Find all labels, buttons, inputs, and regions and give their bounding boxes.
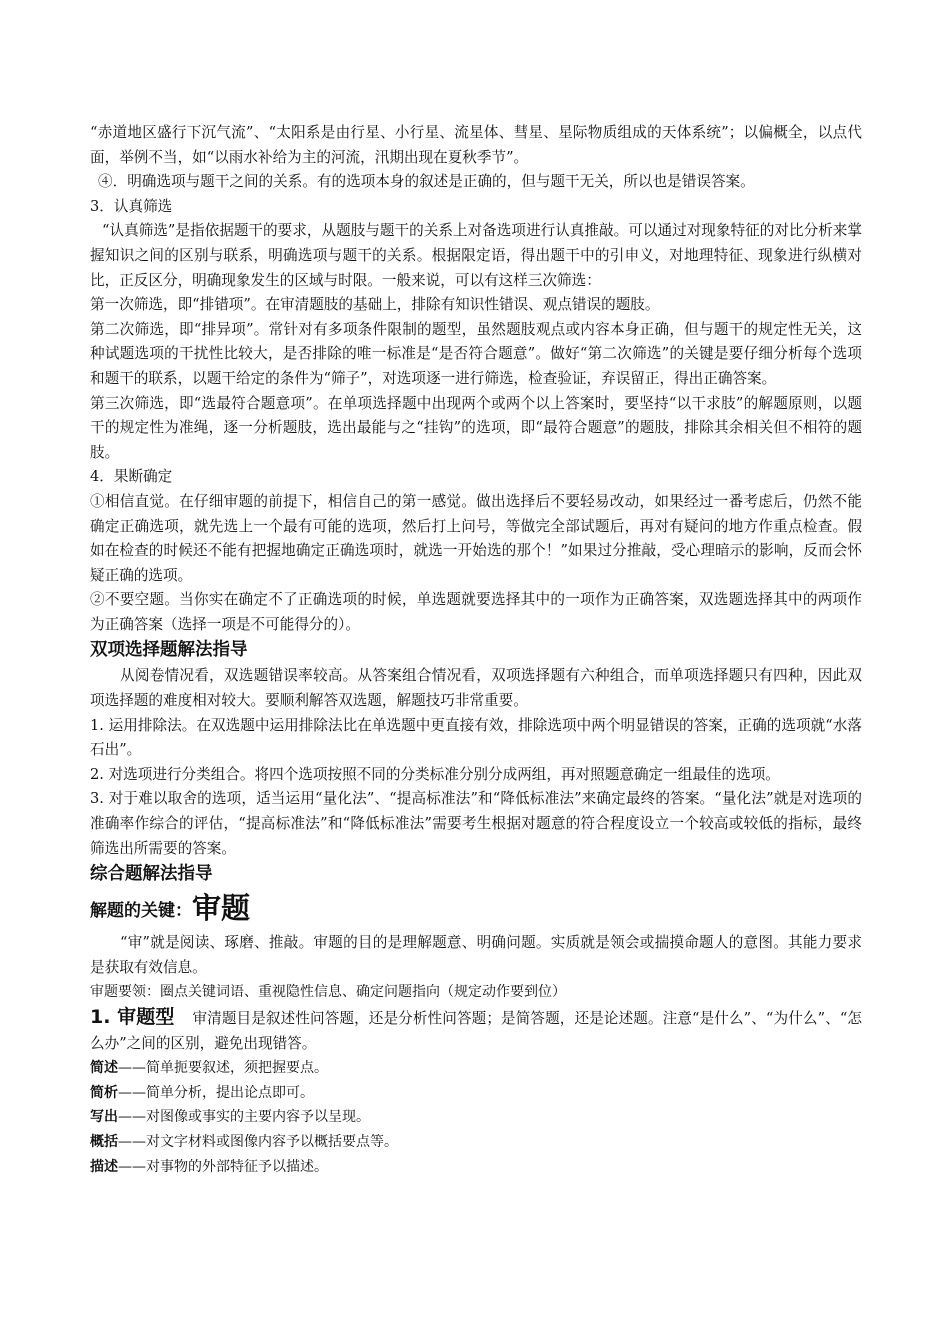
document-page — [90, 121, 862, 1179]
term-definition: ——简单扼要叙述，须把握要点。 — [118, 1060, 328, 1077]
heading-key — [90, 888, 862, 931]
paragraph-shen-intro: “审”就是阅读、琢磨、推敲。审题的目的是理解题意、明确问题。实质就是领会或揣摸命题人的意图。其能力要求是获取有效信息。 — [90, 934, 862, 976]
term-word: 描述 — [90, 1158, 118, 1175]
term-row — [90, 1155, 862, 1180]
heading-double-choice: 双项选择题解法指导 — [90, 640, 248, 661]
term-definition: ——对图像或事实的主要内容予以呈现。 — [118, 1109, 370, 1126]
term-row — [90, 1105, 862, 1130]
term-word: 写出 — [90, 1109, 118, 1126]
key-big-text: 审题 — [192, 891, 251, 926]
paragraph-question-type — [90, 1005, 862, 1056]
subheading-careful-screening: 3．认真筛选 — [90, 197, 173, 215]
question-type-text: 审清题目是叙述性问答题，还是分析性问答题；是简答题，还是论述题。注意“是什么”、“为什么”、“怎么办”之间的区别，避免出现错答。 — [90, 1010, 862, 1052]
paragraph-screening-intro: “认真筛选”是指依据题干的要求，从题肢与题干的关系上对备选项进行认真推敲。可以通过对现象特征的对比分析来掌握知识之间的区别与联系，明确选项与题干的关系。根据限定语，得出题干中的引申义，对地理特征、现象进行纵横对比，正反区分，明确现象发生的区域与时限。一般来说，可以有这样三次筛选： — [90, 222, 862, 289]
paragraph-trust-intuition: ①相信直觉。在仔细审题的前提下，相信自己的第一感觉。做出选择后不要轻易改动，如果经过一番考虑后，仍然不能确定正确选项，就先选上一个最有可能的选项，然后打上问号，等做完全部试题后，再对有疑问的地方作重点检查。假如在检查的时候还不能有把握地确定正确选项时，就选一开始选的那个！”如果过分推敲，受心理暗示的影响，反而会怀疑正确的选项。 — [90, 492, 862, 584]
term-row — [90, 1056, 862, 1081]
list-item-elimination: 1. 运用排除法。在双选题中运用排除法比在单选题中更直接有效，排除选项中两个明显错误的答案，正确的选项就“水落石出”。 — [90, 716, 862, 759]
term-word: 简析 — [90, 1084, 118, 1101]
question-type-label: 1. 审题型 — [90, 1006, 175, 1028]
key-label: 解题的关键： — [90, 901, 192, 922]
paragraph-double-intro: 从阅卷情况看，双选题错误率较高。从答案组合情况看，双项选择题有六种组合，而单项选择题只有四种，因此双项选择题的难度相对较大。要顺利解答双选题，解题技巧非常重要。 — [90, 667, 862, 710]
list-item-quantify: 3. 对于难以取舍的选项，适当运用“量化法”、“提高标准法”和“降低标准法”来确定最终的答案。“量化法”就是对选项的准确率作综合的评估，“提高标准法”和“降低标准法”需要考生根据对题意的符合程度设立一个较高或较低的指标，最终筛选出所需要的答案。 — [90, 790, 862, 857]
term-word: 概括 — [90, 1133, 118, 1150]
term-definition: ——对事物的外部特征予以描述。 — [118, 1158, 328, 1175]
term-definition: ——简单分析，提出论点即可。 — [118, 1084, 314, 1101]
paragraph-no-blank: ②不要空题。当你实在确定不了正确选项的时候，单选题就要选择其中的一项作为正确答案，双选题选择其中的两项作为正确答案（选择一项是不可能得分的）。 — [90, 591, 862, 633]
paragraph-relation: ④．明确选项与题干之间的关系。有的选项本身的叙述是正确的，但与题干无关，所以也是错误答案。 — [98, 173, 755, 191]
term-row — [90, 1130, 862, 1155]
list-item-grouping: 2. 对选项进行分类组合。将四个选项按照不同的分类标准分别分成两组，再对照题意确定一组最佳的选项。 — [90, 765, 780, 783]
paragraph-second-screening: 第二次筛选，即“排异项”。常针对有多项条件限制的题型，虽然题肢观点或内容本身正确，但与题干的规定性无关，这种试题选项的干扰性比较大，是否排除的唯一标准是“是否符合题意”。做好“第二次筛选”的关键是要仔细分析每个选项和题干的联系，以题干给定的条件为“筛子”，对选项逐一进行筛选，检查验证，弃误留正，得出正确答案。 — [90, 320, 862, 387]
term-definition: ——对文字材料或图像内容予以概括要点等。 — [118, 1133, 398, 1150]
term-row — [90, 1081, 862, 1106]
paragraph-examples: “赤道地区盛行下沉气流”、“太阳系是由行星、小行星、流星体、彗星、星际物质组成的天体系统”；以偏概全，以点代面，举例不当，如“以雨水补给为主的河流，汛期出现在夏秋季节”。 — [90, 124, 862, 166]
term-word: 简述 — [90, 1060, 118, 1077]
paragraph-first-screening: 第一次筛选，即“排错项”。在审清题肢的基础上，排除有知识性错误、观点错误的题肢。 — [90, 296, 660, 314]
paragraph-third-screening: 第三次筛选，即“选最符合题意项”。在单项选择题中出现两个或两个以上答案时，要坚持“以干求肢”的解题原则，以题干的规定性为准绳，逐一分析题肢，选出最能与之“挂钩”的选项，即“最符合题意”的题肢，排除其余相关但不相符的题肢。 — [90, 394, 862, 461]
subheading-decisive: 4．果断确定 — [90, 468, 173, 486]
paragraph-essentials: 审题要领：圈点关键词语、重视隐性信息、确定问题指向（规定动作要到位） — [90, 984, 566, 1001]
heading-comprehensive: 综合题解法指导 — [90, 864, 213, 885]
